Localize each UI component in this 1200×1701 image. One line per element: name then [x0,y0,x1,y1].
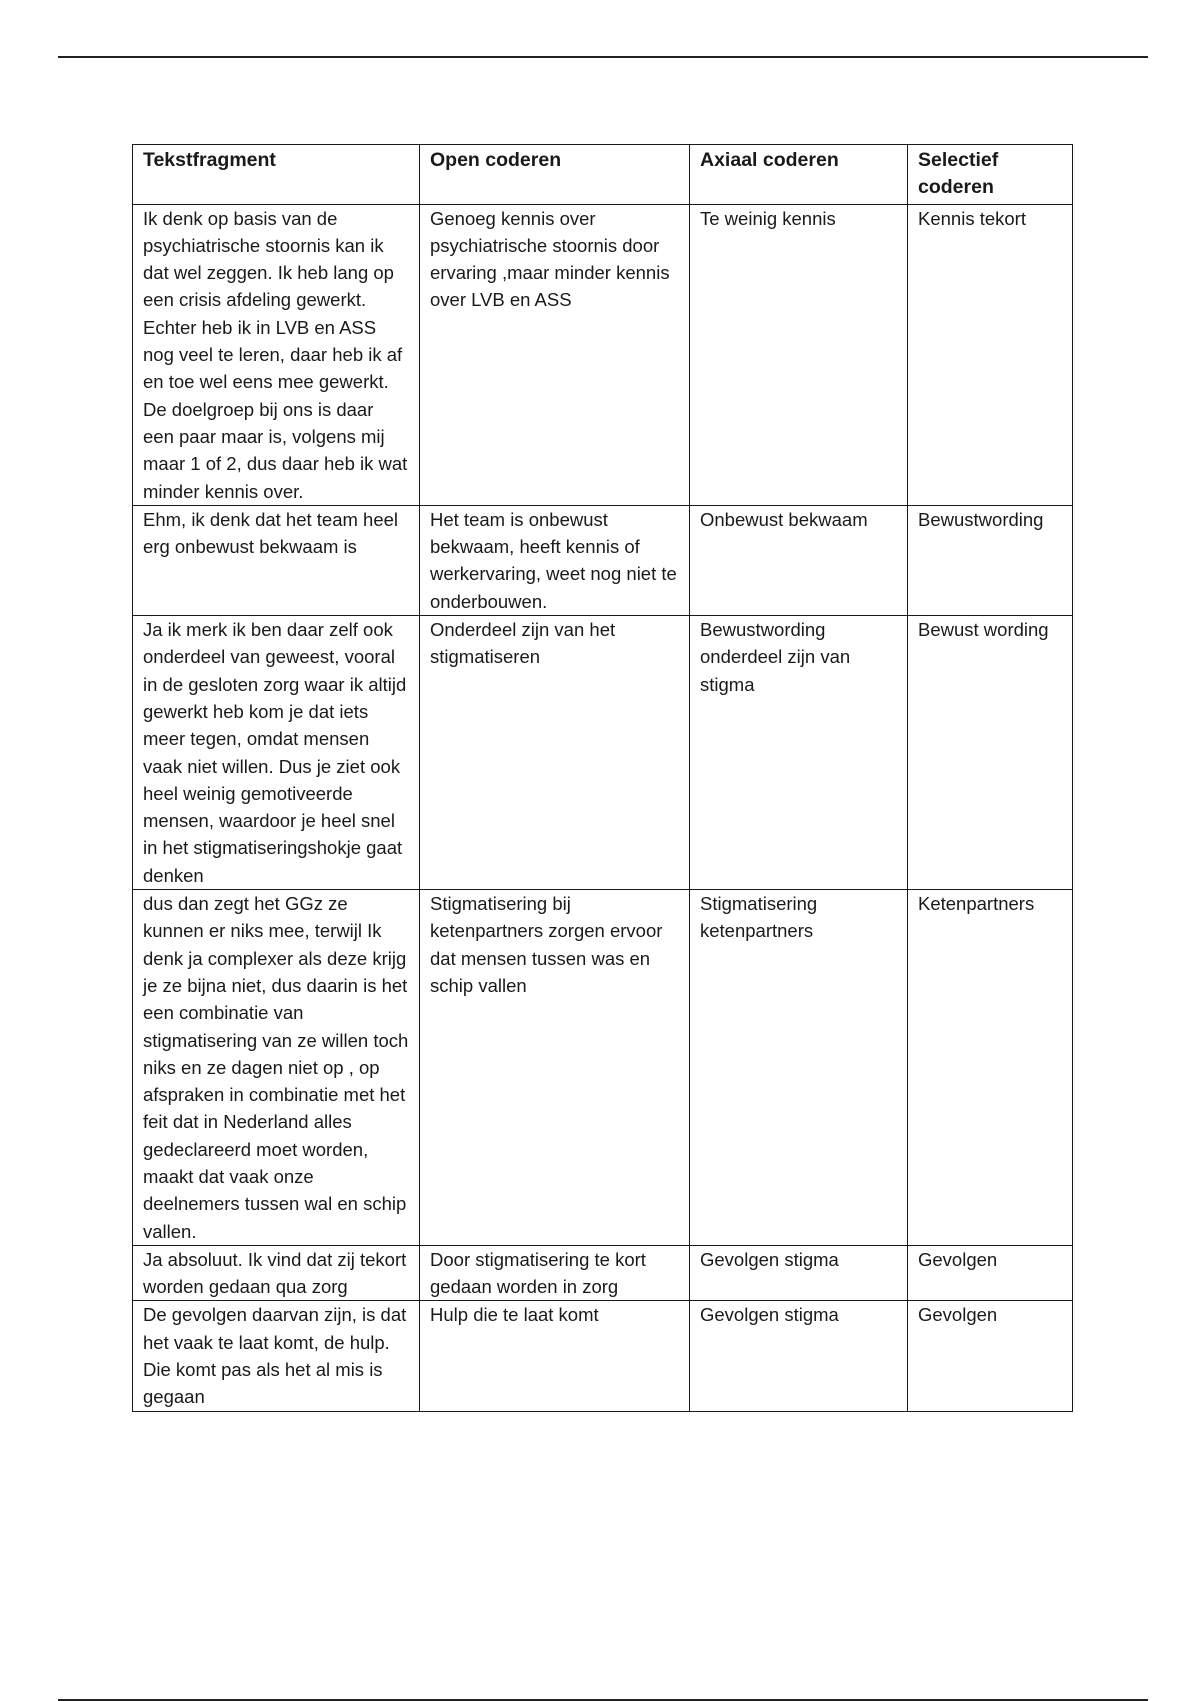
header-axiaal-coderen: Axiaal coderen [690,145,908,205]
cell-open-code: Stigmatisering bij ketenpartners zorgen ervoor dat mensen tussen was en schip vallen [420,890,690,1246]
cell-fragment: dus dan zegt het GGz ze kunnen er niks mee, terwijl Ik denk ja complexer als deze krijg je ze bijna niet, dus daarin is het een combinatie van stigmatisering van ze willen toch niks en ze dagen niet op , op afspraken in combinatie met het feit dat in Nederland alles gedeclareerd moet worden, maakt dat vaak onze deelnemers tussen wal en schip vallen. [133,890,420,1246]
cell-axial-code: Stigmatisering ketenpartners [690,890,908,1246]
cell-fragment: Ehm, ik denk dat het team heel erg onbewust bekwaam is [133,505,420,615]
cell-axial-code: Bewustwording onderdeel zijn van stigma [690,616,908,890]
cell-fragment: Ik denk op basis van de psychiatrische stoornis kan ik dat wel zeggen. Ik heb lang op een crisis afdeling gewerkt. Echter heb ik in LVB en ASS nog veel te leren, daar heb ik af en toe wel eens mee gewerkt. De doelgroep bij ons is daar een paar maar is, volgens mij maar 1 of 2, dus daar heb ik wat minder kennis over. [133,204,420,505]
cell-selective-code: Bewustwording [908,505,1073,615]
cell-open-code: Genoeg kennis over psychiatrische stoornis door ervaring ,maar minder kennis over LVB en ASS [420,204,690,505]
header-tekstfragment: Tekstfragment [133,145,420,205]
table-row [133,505,1073,615]
table-row [133,204,1073,505]
cell-selective-code: Ketenpartners [908,890,1073,1246]
cell-open-code: Het team is onbewust bekwaam, heeft kennis of werkervaring, weet nog niet te onderbouwen. [420,505,690,615]
cell-fragment: De gevolgen daarvan zijn, is dat het vaak te laat komt, de hulp. Die komt pas als het al mis is gegaan [133,1301,420,1411]
cell-selective-code: Kennis tekort [908,204,1073,505]
coding-table [132,144,1073,1412]
cell-axial-code: Te weinig kennis [690,204,908,505]
cell-fragment: Ja absoluut. Ik vind dat zij tekort worden gedaan qua zorg [133,1245,420,1301]
table-row [133,890,1073,1246]
cell-selective-code: Gevolgen [908,1301,1073,1411]
cell-fragment: Ja ik merk ik ben daar zelf ook onderdeel van geweest, vooral in de gesloten zorg waar ik altijd gewerkt heb kom je dat iets meer tegen, omdat mensen vaak niet willen. Dus je ziet ook heel weinig gemotiveerde mensen, waardoor je heel snel in het stigmatiseringshokje gaat denken [133,616,420,890]
header-rule [58,56,1148,58]
cell-axial-code: Gevolgen stigma [690,1301,908,1411]
cell-open-code: Door stigmatisering te kort gedaan worden in zorg [420,1245,690,1301]
cell-selective-code: Gevolgen [908,1245,1073,1301]
cell-selective-code: Bewust wording [908,616,1073,890]
cell-open-code: Hulp die te laat komt [420,1301,690,1411]
cell-axial-code: Gevolgen stigma [690,1245,908,1301]
table-row [133,1301,1073,1411]
table-row [133,1245,1073,1301]
table-row [133,616,1073,890]
cell-open-code: Onderdeel zijn van het stigmatiseren [420,616,690,890]
header-open-coderen: Open coderen [420,145,690,205]
header-selectief-coderen: Selectief coderen [908,145,1073,205]
cell-axial-code: Onbewust bekwaam [690,505,908,615]
table-header-row [133,145,1073,205]
